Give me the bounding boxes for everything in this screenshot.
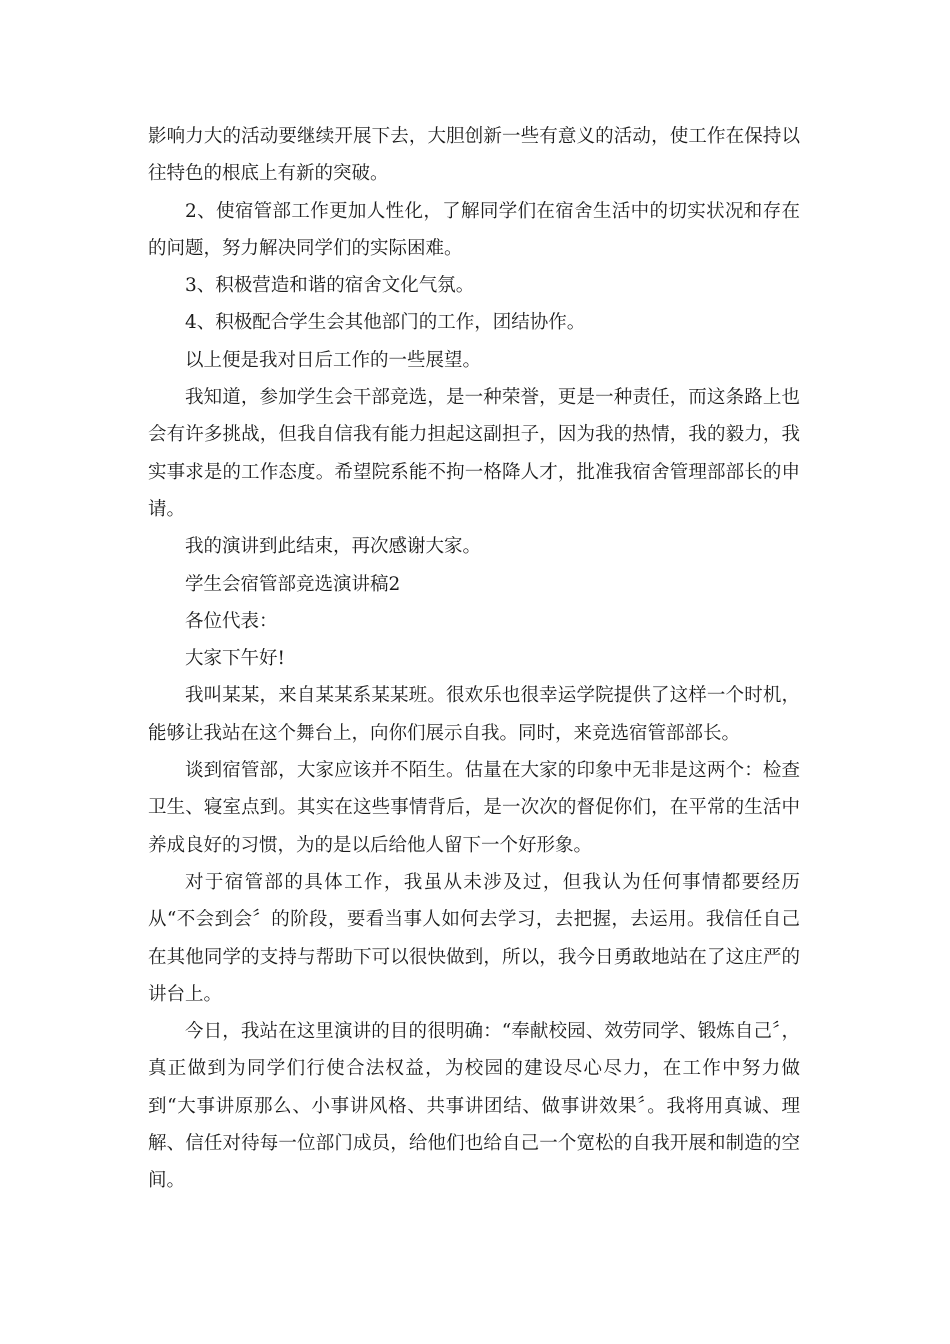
paragraph-item-2: 2、使宿管部工作更加人性化，了解同学们在宿舍生活中的切实状况和存在的问题，努力解决同学们的实际困难。 bbox=[148, 200, 800, 259]
paragraph-purpose: 今日，我站在这里演讲的目的很明确：“奉献校园、效劳同学、锻炼自己〞，真正做到为同学们行使合法权益，为校园的建设尽心尽力，在工作中努力做到“大事讲原那么、小事讲风格、共事讲团结、做事讲效果〞。我将用真诚、理解、信任对待每一位部门成员，给他们也给自己一个宽松的自我开展和制造的空间。 bbox=[148, 1021, 800, 1192]
paragraph-item-4: 4、积极配合学生会其他部门的工作，团结协作。 bbox=[185, 312, 586, 334]
paragraph-experience: 对于宿管部的具体工作，我虽从未涉及过，但我认为任何事情都要经历从“不会到会〞的阶段，要看当事人如何去学习，去把握，去运用。我信任自己在其他同学的支持与帮助下可以很快做到，所以，我今日勇敢地站在了这庄严的讲台上。 bbox=[148, 871, 800, 1005]
paragraph-introduction: 我叫某某，来自某某系某某班。很欢乐也很幸运学院提供了这样一个时机，能够让我站在这个舞台上，向你们展示自我。同时，来竞选宿管部部长。 bbox=[148, 685, 800, 744]
greeting: 大家下午好! bbox=[185, 648, 285, 670]
paragraph-continuation: 影响力大的活动要继续开展下去，大胆创新一些有意义的活动，使工作在保持以往特色的根底上有新的突破。 bbox=[148, 126, 800, 185]
section-title: 学生会宿管部竞选演讲稿2 bbox=[185, 573, 401, 595]
paragraph-item-3: 3、积极营造和谐的宿舍文化气氛。 bbox=[185, 275, 475, 297]
paragraph-commitment: 我知道，参加学生会干部竞选，是一种荣誉，更是一种责任，而这条路上也会有许多挑战，但我自信我有能力担起这副担子，因为我的热情，我的毅力，我实事求是的工作态度。希望院系能不拘一格降人才，批准我宿舍管理部部长的申请。 bbox=[148, 387, 800, 520]
paragraph-about-department: 谈到宿管部，大家应该并不陌生。估量在大家的印象中无非是这两个：检查卫生、寝室点到。其实在这些事情背后，是一次次的督促你们，在平常的生活中养成良好的习惯，为的是以后给他人留下一个好形象。 bbox=[148, 760, 800, 856]
paragraph-outlook: 以上便是我对日后工作的一些展望。 bbox=[185, 349, 482, 371]
paragraph-closing: 我的演讲到此结束，再次感谢大家。 bbox=[185, 536, 482, 558]
document-body bbox=[148, 118, 800, 1200]
salutation: 各位代表： bbox=[185, 610, 278, 632]
